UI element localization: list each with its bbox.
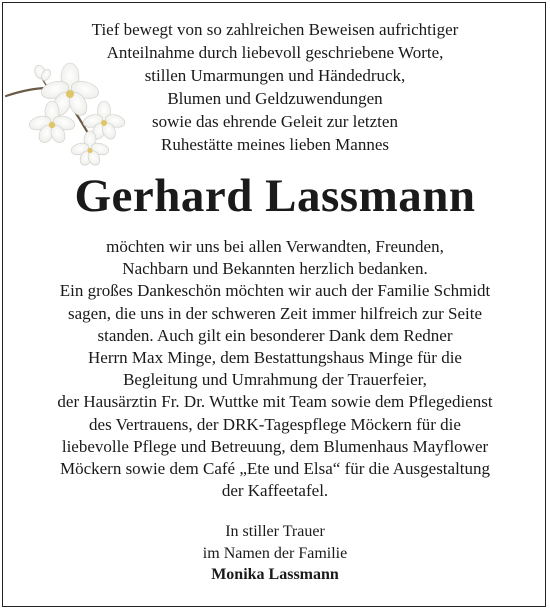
signer-name: Monika Lassmann [211, 566, 339, 583]
thanks-line: sagen, die uns in der schweren Zeit immer hilfreich zur Seite [68, 303, 482, 323]
intro-line: Ruhestätte meines lieben Mannes [160, 135, 390, 154]
thanks-line: Möckern sowie dem Café „Ete und Elsa“ für die Ausgestaltung [59, 459, 491, 479]
thanks-line: der Kaffeetafel. [221, 481, 329, 501]
intro-line: Blumen und Geldzuwendungen [167, 89, 383, 108]
thanks-text [0, 236, 550, 502]
thanks-line: liebevolle Pflege und Betreuung, dem Blumenhaus Mayflower [61, 436, 489, 456]
intro-line: sowie das ehrende Geleit zur letzten [152, 112, 398, 131]
thanks-line: Herrn Max Minge, dem Bestattungshaus Minge für die [88, 348, 462, 368]
thanks-line: Nachbarn und Bekannten herzlich bedanken. [122, 259, 428, 279]
thanks-line: Ein großes Dankeschön möchten wir auch der Familie Schmidt [59, 281, 491, 301]
intro-line: Tief bewegt von so zahlreichen Beweisen aufrichtiger [91, 20, 459, 39]
deceased-name: Gerhard Lassmann [74, 170, 476, 222]
intro-line: stillen Umarmungen und Händedruck, [144, 66, 406, 85]
intro-line: Anteilnahme durch liebevoll geschriebene Worte, [106, 43, 444, 62]
closing-line: In stiller Trauer [225, 523, 325, 540]
closing-line: im Namen der Familie [202, 544, 348, 562]
closing-block [0, 521, 550, 586]
thanks-line: des Vertrauens, der DRK-Tagespflege Möckern für die [89, 414, 461, 434]
thanks-line: standen. Auch gilt ein besonderer Dank dem Redner [97, 325, 453, 345]
thanks-line: Begleitung und Umrahmung der Trauerfeier, [123, 370, 427, 390]
thanks-line: der Hausärztin Fr. Dr. Wuttke mit Team sowie dem Pflegedienst [57, 392, 493, 412]
intro-text [0, 18, 550, 156]
thanks-line: möchten wir uns bei allen Verwandten, Freunden, [106, 237, 444, 256]
